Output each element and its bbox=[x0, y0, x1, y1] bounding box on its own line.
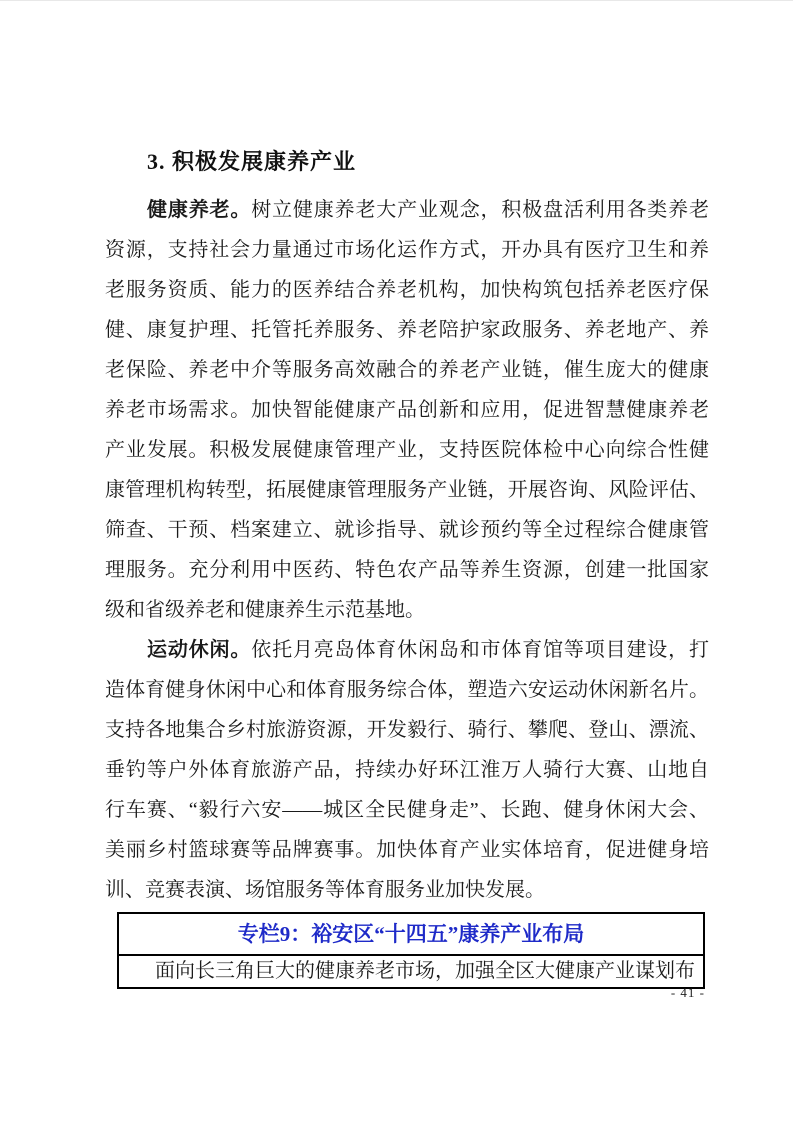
text-line: 资源，支持社会力量通过市场化运作方式，开办具有医疗卫生和养 bbox=[105, 239, 709, 261]
text-line: 老保险、养老中介等服务高效融合的养老产业链，催生庞大的健康 bbox=[105, 359, 709, 381]
text-line: 筛查、干预、档案建立、就诊指导、就诊预约等全过程综合健康管 bbox=[105, 519, 709, 541]
text-line bbox=[105, 190, 709, 230]
paragraph-healthy-elderly-care bbox=[105, 190, 709, 630]
text-line: 健、康复护理、托管托养服务、养老陪护家政服务、养老地产、养 bbox=[105, 319, 709, 341]
text-line: 支持各地集合乡村旅游资源，开发毅行、骑行、攀爬、登山、漂流、 bbox=[105, 719, 709, 741]
text-line: 垂钓等户外体育旅游产品，持续办好环江淮万人骑行大赛、山地自 bbox=[105, 759, 709, 781]
paragraph-lead: 运动休闲。 bbox=[147, 639, 252, 661]
text-line: 训、竞赛表演、场馆服务等体育服务业加快发展。 bbox=[105, 879, 545, 901]
paragraph-lead-rest: 树立健康养老大产业观念，积极盘活利用各类养老 bbox=[251, 199, 709, 221]
paragraph-sports-leisure bbox=[105, 630, 709, 910]
column-box-title: 专栏9：裕安区“十四五”康养产业布局 bbox=[119, 914, 703, 956]
page-number: - 41 - bbox=[670, 985, 705, 1000]
text-line: 行车赛、“毅行六安——城区全民健身走”、长跑、健身休闲大会、 bbox=[105, 799, 709, 821]
text-line: 康管理机构转型，拓展健康管理服务产业链，开展咨询、风险评估、 bbox=[105, 479, 709, 501]
page-content bbox=[105, 148, 709, 989]
text-line: 美丽乡村篮球赛等品牌赛事。加快体育产业实体培育，促进健身培 bbox=[105, 839, 709, 861]
paragraph-lead: 健康养老。 bbox=[147, 199, 252, 221]
text-line: 级和省级养老和健康养生示范基地。 bbox=[105, 599, 425, 621]
column-box-9 bbox=[117, 912, 705, 989]
column-box-body-line: 面向长三角巨大的健康养老市场，加强全区大健康产业谋划布 bbox=[155, 960, 695, 982]
page-top-edge bbox=[0, 0, 793, 1]
section-heading: 3. 积极发展康养产业 bbox=[147, 149, 357, 174]
text-line bbox=[105, 630, 709, 670]
text-line: 造体育健身休闲中心和体育服务综合体，塑造六安运动休闲新名片。 bbox=[105, 679, 709, 701]
text-line: 养老市场需求。加快智能健康产品创新和应用，促进智慧健康养老 bbox=[105, 399, 709, 421]
text-line: 老服务资质、能力的医养结合养老机构，加快构筑包括养老医疗保 bbox=[105, 279, 709, 301]
text-line: 理服务。充分利用中医药、特色农产品等养生资源，创建一批国家 bbox=[105, 559, 709, 581]
text-line: 产业发展。积极发展健康管理产业，支持医院体检中心向综合性健 bbox=[105, 439, 709, 461]
paragraph-lead-rest: 依托月亮岛体育休闲岛和市体育馆等项目建设，打 bbox=[251, 639, 709, 661]
